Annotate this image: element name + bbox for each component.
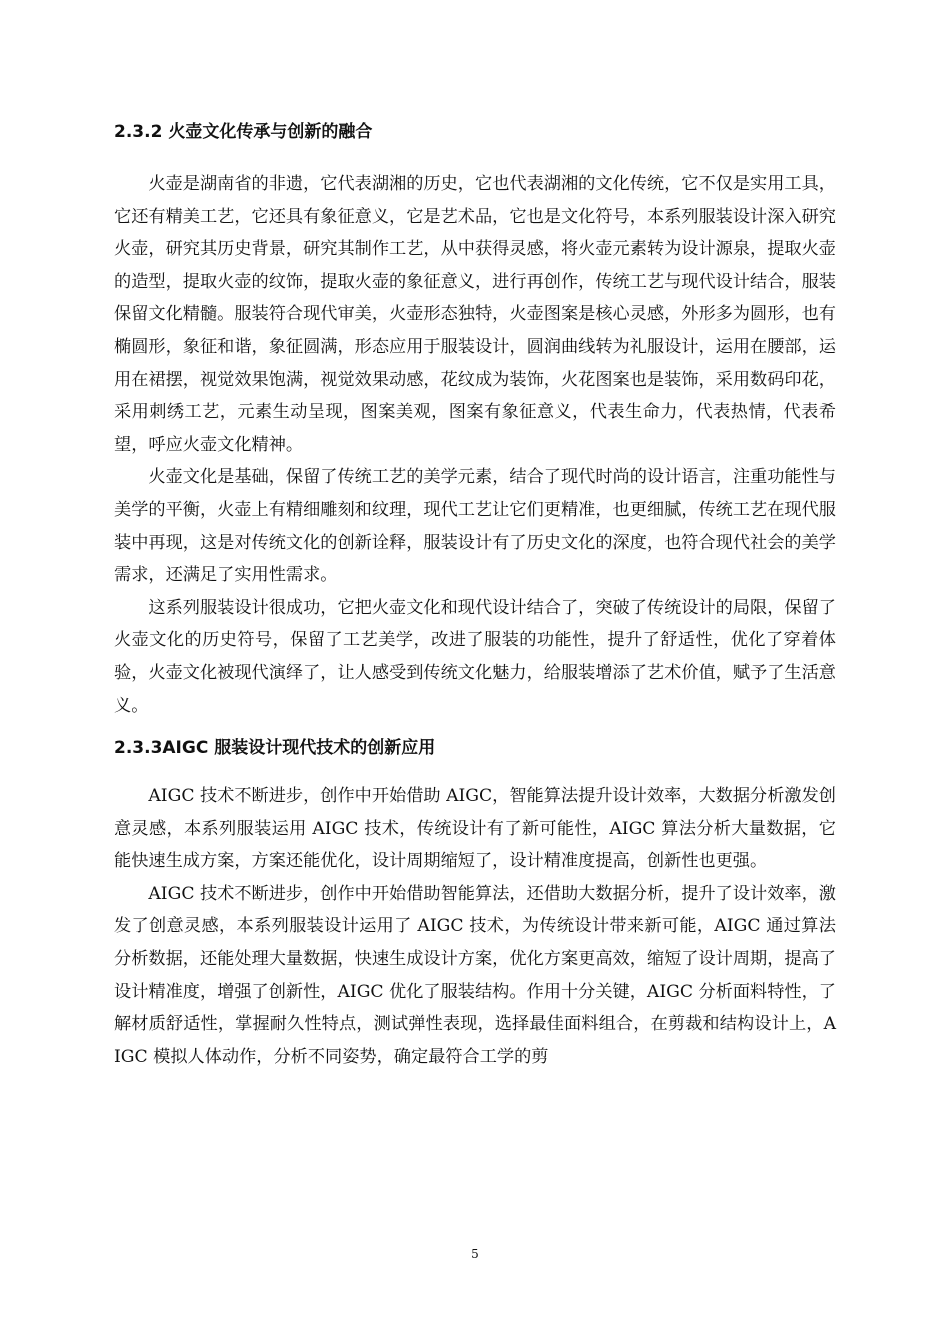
paragraph: AIGC 技术不断进步，创作中开始借助 AIGC，智能算法提升设计效率，大数据分析激发创意灵感，本系列服装运用 AIGC 技术，传统设计有了新可能性，AIGC 算法分析大量数据，它能快速生成方案，方案还能优化，设计周期缩短了，设计精准度提高，创新性也更强。 <box>114 786 836 872</box>
page-body <box>114 114 836 1073</box>
section-heading-2-3-2: 2.3.2 火壶文化传承与创新的融合 <box>114 122 373 142</box>
paragraph: 这系列服装设计很成功，它把火壶文化和现代设计结合了，突破了传统设计的局限，保留了火壶文化的历史符号，保留了工艺美学，改进了服装的功能性，提升了舒适性，优化了穿着体验，火壶文化被现代演绎了，让人感受到传统文化魅力，给服装增添了艺术价值，赋予了生活意义。 <box>114 597 836 716</box>
paragraph: 火壶是湖南省的非遗，它代表湖湘的历史，它也代表湖湘的文化传统，它不仅是实用工具，它还有精美工艺，它还具有象征意义，它是艺术品，它也是文化符号，本系列服装设计深入研究火壶，研究其历史背景，研究其制作工艺，从中获得灵感，将火壶元素转为设计源泉，提取火壶的造型，提取火壶的纹饰，提取火壶的象征意义，进行再创作，传统工艺与现代设计结合，服装保留文化精髓。服装符合现代审美，火壶形态独特，火壶图案是核心灵感，外形多为圆形，也有椭圆形，象征和谐，象征圆满，形态应用于服装设计，圆润曲线转为礼服设计，运用在腰部，运用在裙摆，视觉效果饱满，视觉效果动感，花纹成为装饰，火花图案也是装饰，采用数码印花，采用刺绣工艺，元素生动呈现，图案美观，图案有象征意义，代表生命力，代表热情，代表希望，呼应火壶文化精神。 <box>114 174 836 455</box>
paragraph: 火壶文化是基础，保留了传统工艺的美学元素，结合了现代时尚的设计语言，注重功能性与美学的平衡，火壶上有精细雕刻和纹理，现代工艺让它们更精准，也更细腻，传统工艺在现代服装中再现，这是对传统文化的创新诠释，服装设计有了历史文化的深度，也符合现代社会的美学需求，还满足了实用性需求。 <box>114 467 836 586</box>
page-number: 5 <box>471 1247 479 1261</box>
section-heading-2-3-3: 2.3.3AIGC 服装设计现代技术的创新应用 <box>114 738 436 759</box>
paragraph: AIGC 技术不断进步，创作中开始借助智能算法，还借助大数据分析，提升了设计效率，激发了创意灵感，本系列服装设计运用了 AIGC 技术，为传统设计带来新可能，AIGC 通过算法分析数据，还能处理大量数据，快速生成设计方案，优化方案更高效，缩短了设计周期，提高了设计精准度，增强了创新性，AIGC 优化了服装结构。作用十分关键，AIGC 分析面料特性，了解材质舒适性，掌握耐久性特点，测试弹性表现，选择最佳面料组合，在剪裁和结构设计上，AIGC 模拟人体动作，分析不同姿势，确定最符合工学的剪 <box>114 883 836 1067</box>
